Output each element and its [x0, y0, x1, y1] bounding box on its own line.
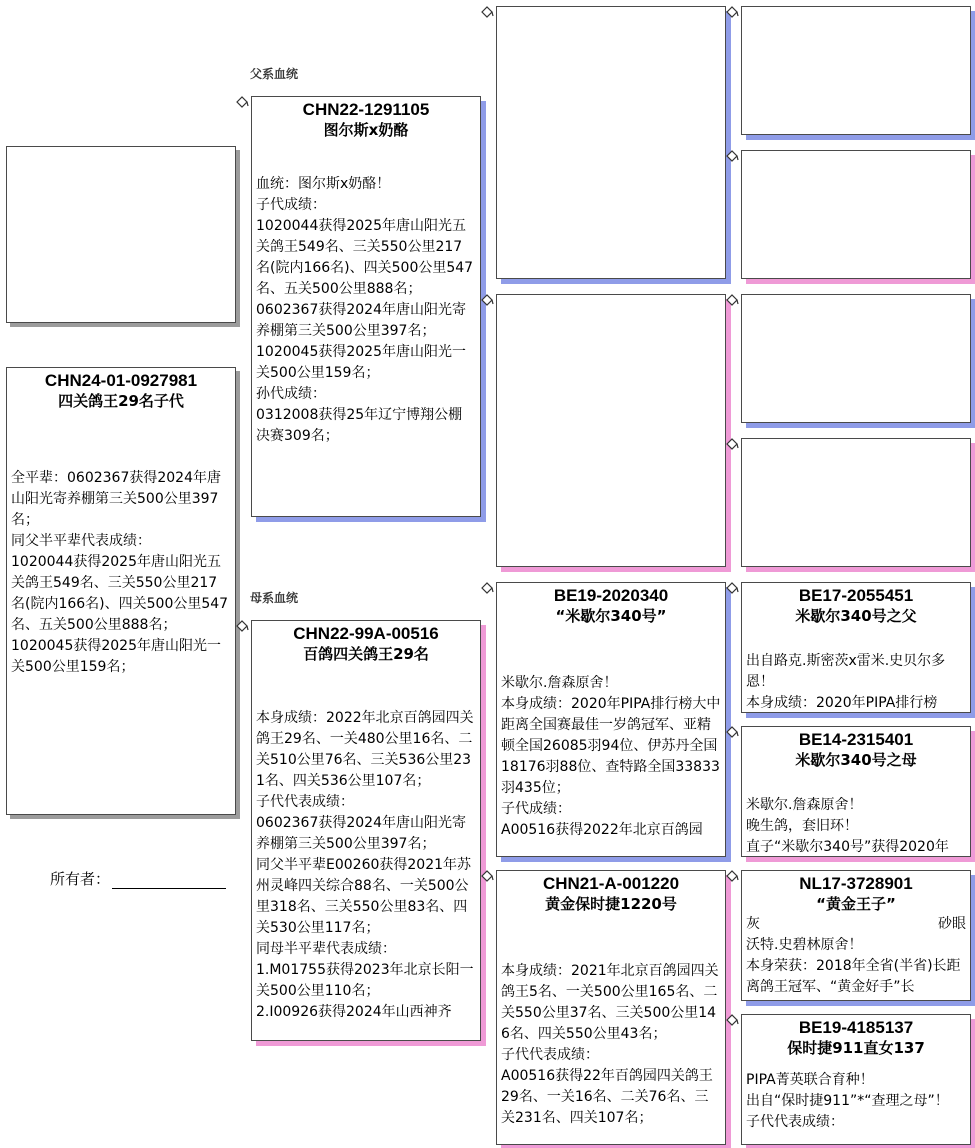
ggp-dss-ring-number: BE17-2055451 — [798, 586, 914, 605]
sire-card[interactable] — [251, 96, 481, 517]
ggp-dss-name: 米歇尔340号之父 — [795, 607, 917, 625]
sire-line-label: 父系血统 — [250, 67, 299, 81]
subject-card[interactable] — [6, 367, 236, 815]
dam-card[interactable] — [251, 620, 481, 1041]
ggp-dds-ring-number: NL17-3728901 — [799, 874, 913, 893]
sire-description: 血统：图尔斯x奶酪！ 子代成绩： 1020044获得2025年唐山阳光五关鸽王549名、三关550公里217名(院内166名)、四关500公里547名、五关500公里888名； 0602367获得2024年唐山阳光寄养棚第三关500公里397名； 1020045获得2025年唐山阳光一关500公里159名； 孙代成绩： 0312008获得25年辽宁博翔公棚决赛309名； — [256, 176, 474, 444]
edit-handle-icon[interactable] — [725, 294, 739, 308]
sire-ring-number: CHN22-1291105 — [302, 100, 430, 119]
ggp-sds-card[interactable] — [741, 294, 971, 423]
dam-name: 百鸽四关鸽王29名 — [303, 645, 429, 663]
edit-handle-icon[interactable] — [725, 438, 739, 452]
ggp-ddd-description: PIPA菁英联合育种！ 出自“保时捷911”*“查理之母”！ 子代代表成绩： — [746, 1072, 949, 1130]
subject-ring-number: CHN24-01-0927981 — [44, 371, 198, 390]
edit-handle-icon[interactable] — [725, 726, 739, 740]
edit-handle-icon[interactable] — [480, 6, 494, 20]
ggp-dds-description: 沃特.史碧林原舍！ 本身荣获：2018年全省(半省)长距离鸽王冠军、“黄金好手”长 — [746, 937, 961, 995]
ggp-dds-color: 灰 — [746, 916, 760, 932]
dam-dam-ring-number: CHN21-A-001220 — [542, 874, 680, 893]
ggp-dsd-description: 米歇尔.詹森原舍！ 晚生鸽，套旧环！ 直子“米歇尔340号”获得2020年 — [746, 797, 949, 855]
ggp-dds-name: “黄金王子” — [816, 895, 896, 913]
edit-handle-icon[interactable] — [480, 582, 494, 596]
dam-line-label: 母系血统 — [250, 591, 299, 605]
dam-sire-card[interactable] — [496, 582, 726, 857]
ggp-dsd-card[interactable] — [741, 726, 971, 857]
ggp-ddd-name: 保时捷911直女137 — [787, 1039, 925, 1057]
ggp-ssd-card[interactable] — [741, 150, 971, 279]
dam-sire-description: 米歇尔.詹森原舍！ 本身成绩：2020年PIPA排行榜大中距离全国赛最佳一岁鸽冠军、亚精顿全国26085羽94位、伊苏丹全国18176羽88位、查特路全国33833羽435位； 子代成绩： A00516获得2022年北京百鸽园 — [501, 675, 721, 838]
ggp-dss-description: 出自路克.斯密茨x雷米.史贝尔多恩！ 本身成绩：2020年PIPA排行榜 — [746, 653, 946, 711]
edit-handle-icon[interactable] — [725, 582, 739, 596]
dam-description: 本身成绩：2022年北京百鸽园四关鸽王29名、一关480公里16名、二关510公里76名、三关536公里231名、四关536公里107名； 子代代表成绩： 0602367获得2024年唐山阳光寄养棚第三关500公里397名； 同父半平辈E00260获得2021年苏州灵峰四关综合88名、一关500公里318名、三关550公里83名、四关530公里117名； 同母半平辈代表成绩： 1.M01755获得2023年北京长阳一关500公里110名； 2.I00926获得2024年山西神齐 — [256, 710, 474, 1020]
dam-sire-name: “米歇尔340号” — [555, 607, 667, 625]
subject-name: 四关鸽王29名子代 — [58, 392, 184, 410]
ggp-dsd-ring-number: BE14-2315401 — [798, 730, 914, 749]
ggp-dsd-name: 米歇尔340号之母 — [795, 751, 917, 769]
ggp-ddd-ring-number: BE19-4185137 — [798, 1018, 914, 1037]
dam-ring-number: CHN22-99A-00516 — [293, 624, 439, 643]
owner-signature-line[interactable] — [112, 872, 226, 889]
edit-handle-icon[interactable] — [725, 6, 739, 20]
ggp-ddd-card[interactable] — [741, 1014, 971, 1145]
edit-handle-icon[interactable] — [725, 870, 739, 884]
ggp-dss-card[interactable] — [741, 582, 971, 713]
sire-name: 图尔斯x奶酪 — [323, 121, 409, 139]
owner-label: 所有者： — [50, 870, 111, 888]
dam-dam-name: 黄金保时捷1220号 — [545, 895, 677, 913]
dam-sire-ring-number: BE19-2020340 — [553, 586, 669, 605]
dam-dam-card[interactable] — [496, 870, 726, 1145]
edit-handle-icon[interactable] — [725, 150, 739, 164]
owner-field — [50, 868, 226, 889]
sire-sire-card[interactable] — [496, 6, 726, 279]
edit-handle-icon[interactable] — [725, 1014, 739, 1028]
ggp-dds-eye: 砂眼 — [938, 916, 966, 932]
ggp-sss-card[interactable] — [741, 6, 971, 135]
ggp-dds-color-row — [742, 914, 970, 935]
ggp-sdd-card[interactable] — [741, 438, 971, 567]
subject-description: 全平辈：0602367获得2024年唐山阳光寄养棚第三关500公里397名； 同父半平辈代表成绩： 1020044获得2025年唐山阳光五关鸽王549名、三关550公里217名(院内166名)、四关500公里547名、五关500公里888名； 1020045获得2025年唐山阳光一关500公里159名； — [11, 470, 229, 675]
edit-handle-icon[interactable] — [235, 620, 249, 634]
sire-dam-card[interactable] — [496, 294, 726, 567]
edit-handle-icon[interactable] — [480, 294, 494, 308]
edit-handle-icon[interactable] — [480, 870, 494, 884]
edit-handle-icon[interactable] — [235, 96, 249, 110]
dam-dam-description: 本身成绩：2021年北京百鸽园四关鸽王5名、一关500公里165名、二关550公里37名、三关500公里146名、四关550公里43名； 子代代表成绩： A00516获得22年百鸽园四关鸽王29名、一关16名、二关76名、三关231名、四关107名； — [501, 963, 719, 1126]
ggp-dds-card[interactable] — [741, 870, 971, 1001]
photo-box[interactable] — [6, 146, 236, 323]
